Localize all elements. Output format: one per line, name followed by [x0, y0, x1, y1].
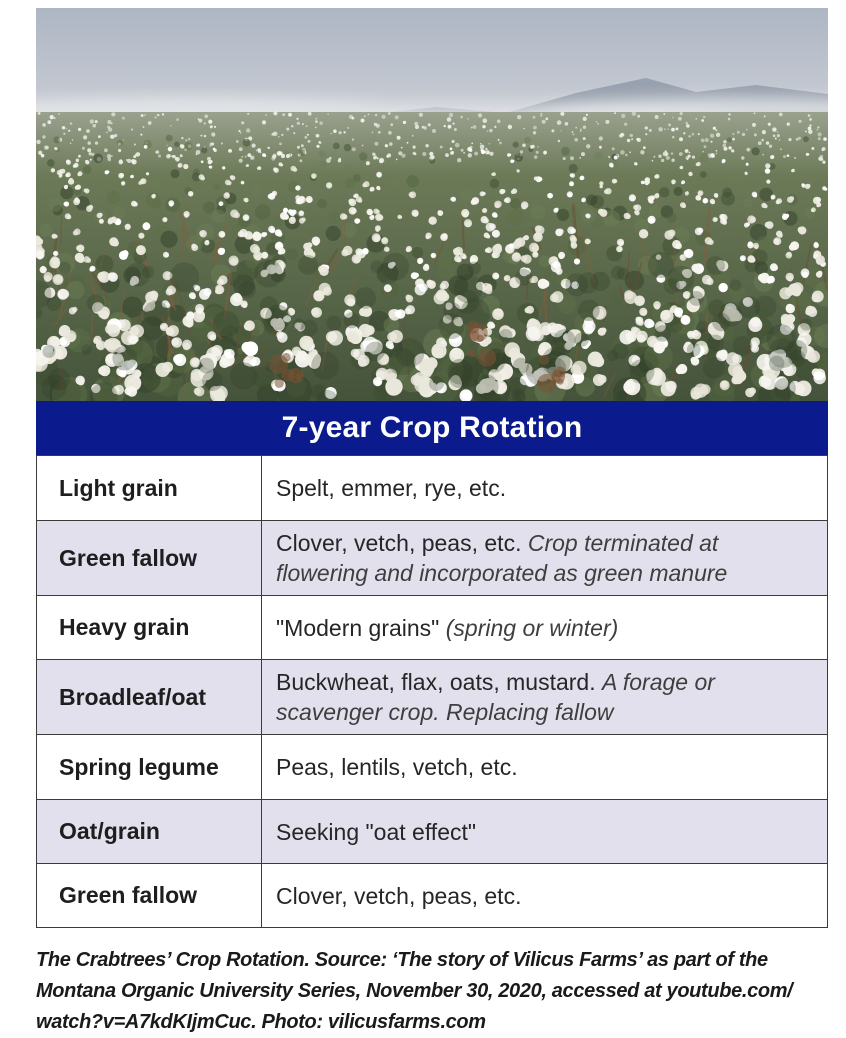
desc-note: (spring or winter)	[446, 615, 619, 641]
desc-text: "Modern grains"	[276, 615, 446, 641]
rotation-term: Green fallow	[37, 864, 262, 927]
table-row	[37, 595, 827, 659]
rotation-term: Heavy grain	[37, 596, 262, 659]
rotation-table-header	[36, 401, 828, 455]
rotation-term: Broadleaf/oat	[37, 660, 262, 734]
rotation-table	[36, 455, 828, 928]
infographic	[36, 8, 828, 1038]
field-photo	[36, 8, 828, 401]
desc-text: Spelt, emmer, rye, etc.	[276, 475, 506, 501]
rotation-desc	[262, 660, 827, 734]
desc-text: Buckwheat, flax, oats, mustard.	[276, 669, 602, 695]
table-row	[37, 659, 827, 734]
table-row	[37, 520, 827, 595]
rotation-desc	[262, 456, 827, 520]
desc-note: Crop terminated at flowering and incorporated as green manure	[276, 530, 727, 586]
rotation-desc	[262, 800, 827, 863]
rotation-title: 7-year Crop Rotation	[282, 411, 583, 445]
rotation-term: Light grain	[37, 456, 262, 520]
caption-line: The Crabtrees’ Crop Rotation. Source: ‘The story of Vilicus Farms’ as part of the	[36, 945, 828, 976]
caption-line: Montana Organic University Series, November 30, 2020, accessed at youtube.com/	[36, 976, 828, 1007]
rotation-desc	[262, 521, 827, 595]
table-row	[37, 456, 827, 520]
desc-text: Clover, vetch, peas, etc.	[276, 883, 521, 909]
rotation-term: Green fallow	[37, 521, 262, 595]
figure-caption	[36, 945, 828, 1038]
desc-text: Seeking "oat effect"	[276, 819, 476, 845]
desc-text: Clover, vetch, peas, etc.	[276, 530, 528, 556]
caption-line: watch?v=A7kdKIjmCuc. Photo: vilicusfarms.com	[36, 1007, 828, 1038]
buckwheat-field-image	[36, 8, 828, 401]
rotation-term: Oat/grain	[37, 800, 262, 863]
rotation-desc	[262, 735, 827, 799]
table-row	[37, 863, 827, 927]
desc-text: Peas, lentils, vetch, etc.	[276, 754, 518, 780]
rotation-desc	[262, 596, 827, 659]
table-row	[37, 799, 827, 863]
rotation-desc	[262, 864, 827, 927]
desc-note: A forage or scavenger crop. Replacing fallow	[276, 669, 715, 725]
rotation-term: Spring legume	[37, 735, 262, 799]
table-row	[37, 734, 827, 799]
